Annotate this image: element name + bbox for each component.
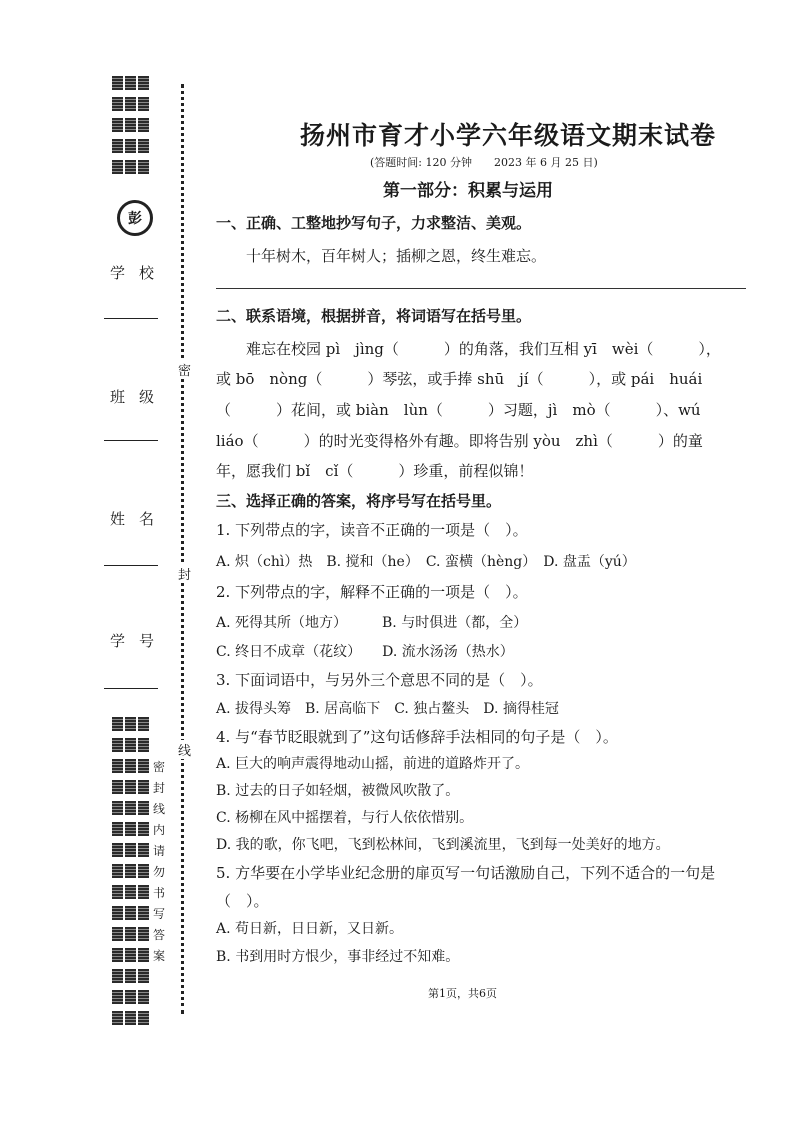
exam-time-info: (答题时间: 120 分钟 2023 年 6 月 25 日) (370, 156, 598, 169)
copy-writing-line[interactable] (216, 288, 746, 289)
cut-mark-xian: 线 (178, 740, 191, 759)
page-number: 第1页，共6页 (428, 987, 497, 1000)
option-line: D. 我的歌，你飞吧，飞到松林间，飞到溪流里，飞到每一处美好的地方。 (216, 837, 670, 853)
page-title: 扬州市育才小学六年级语文期末试卷 (300, 121, 717, 150)
cut-mark-mi: 密 (178, 360, 191, 379)
notice-block-row (112, 800, 165, 816)
option-line: B. 过去的日子如轻烟，被微风吹散了。 (216, 783, 460, 799)
notice-char: 书 (153, 885, 166, 900)
notice-char: 写 (153, 906, 166, 921)
notice-block-row (112, 884, 165, 900)
notice-block-row (112, 947, 165, 963)
notice-block-row (112, 716, 149, 732)
name-label: 姓名 (110, 510, 169, 528)
cut-line-dotted (181, 84, 184, 1014)
option-line: A. 拔得头筹 B. 居高临下 C. 独占鳌头 D. 摘得桂冠 (216, 701, 559, 717)
copy-sentence: 十年树木，百年树人；插柳之恩，终生难忘。 (246, 247, 547, 265)
section-3-title: 三、选择正确的答案，将序号写在括号里。 (216, 492, 502, 510)
class-field[interactable] (104, 440, 158, 441)
notice-char: 密 (153, 759, 166, 774)
notice-block-row (112, 926, 165, 942)
pinyin-line: liáo（ ）的时光变得格外有趣。即将告别 yòu zhì（ ）的童 (216, 432, 703, 450)
notice-block-row (112, 821, 165, 837)
notice-block-row (112, 968, 149, 984)
pinyin-line: （ ）花间，或 biàn lùn（ ）习题，jì mò（ ）、wú (216, 401, 701, 419)
notice-char: 勿 (153, 864, 166, 879)
question-line: 4. 与“春节眨眼就到了”这句话修辞手法相同的句子是（ ）。 (216, 728, 618, 746)
notice-block-row (112, 1010, 149, 1026)
question-line: 5. 方华要在小学毕业纪念册的扉页写一句话激励自己，下列不适合的一句是 (216, 864, 716, 882)
school-seal-icon: 彭 (117, 200, 153, 236)
section-2-title: 二、联系语境，根据拼音，将词语写在括号里。 (216, 307, 532, 325)
cut-mark-feng: 封 (178, 564, 191, 583)
option-line: A. 炽（chì）热 B. 搅和（he） C. 蛮横（hèng） D. 盘盂（yú） (216, 554, 636, 570)
option-line: C. 终日不成章（花纹） D. 流水汤汤（热水） (216, 644, 514, 660)
pinyin-line: 年，愿我们 bǐ cǐ（ ）珍重，前程似锦！ (216, 462, 534, 480)
top-block-stack (112, 76, 160, 181)
option-line: A. 苟日新，日日新，又日新。 (216, 921, 404, 937)
notice-char: 线 (153, 801, 166, 816)
notice-char: 封 (153, 780, 166, 795)
class-label: 班级 (110, 388, 169, 406)
part-heading: 第一部分：积累与运用 (383, 181, 553, 201)
name-field[interactable] (104, 565, 158, 566)
option-line: A. 死得其所（地方） B. 与时俱进（都，全） (216, 615, 528, 631)
pinyin-line: 或 bō nòng（ ）琴弦，或手捧 shū jí（ ），或 pái huái (216, 370, 703, 388)
option-line: C. 杨柳在风中摇摆着，与行人依依惜别。 (216, 810, 474, 826)
notice-char: 请 (153, 843, 166, 858)
question-line: 2. 下列带点的字，解释不正确的一项是（ ）。 (216, 583, 528, 601)
notice-block-row (112, 737, 149, 753)
question-line: 1. 下列带点的字，读音不正确的一项是（ ）。 (216, 521, 528, 539)
notice-block-row (112, 842, 165, 858)
notice-char: 答 (153, 927, 166, 942)
notice-block-row (112, 779, 165, 795)
pinyin-line: 难忘在校园 pì jìng（ ）的角落，我们互相 yī wèi（ ）， (246, 340, 721, 358)
option-line: A. 巨大的响声震得地动山摇，前进的道路炸开了。 (216, 756, 530, 772)
student-id-label: 学号 (110, 632, 169, 650)
notice-block-row (112, 989, 149, 1005)
option-line: B. 书到用时方恨少，事非经过不知难。 (216, 949, 460, 965)
notice-block-row (112, 758, 165, 774)
section-1-title: 一、正确、工整地抄写句子，力求整洁、美观。 (216, 214, 532, 232)
question-line: 3. 下面词语中，与另外三个意思不同的是（ ）。 (216, 671, 543, 689)
school-label: 学校 (110, 264, 169, 282)
school-field[interactable] (104, 318, 158, 319)
question-line: （ ）。 (216, 892, 269, 910)
notice-block-row (112, 863, 165, 879)
notice-char: 案 (153, 948, 166, 963)
notice-block-row (112, 905, 165, 921)
notice-char: 内 (153, 822, 166, 837)
student-id-field[interactable] (104, 688, 158, 689)
